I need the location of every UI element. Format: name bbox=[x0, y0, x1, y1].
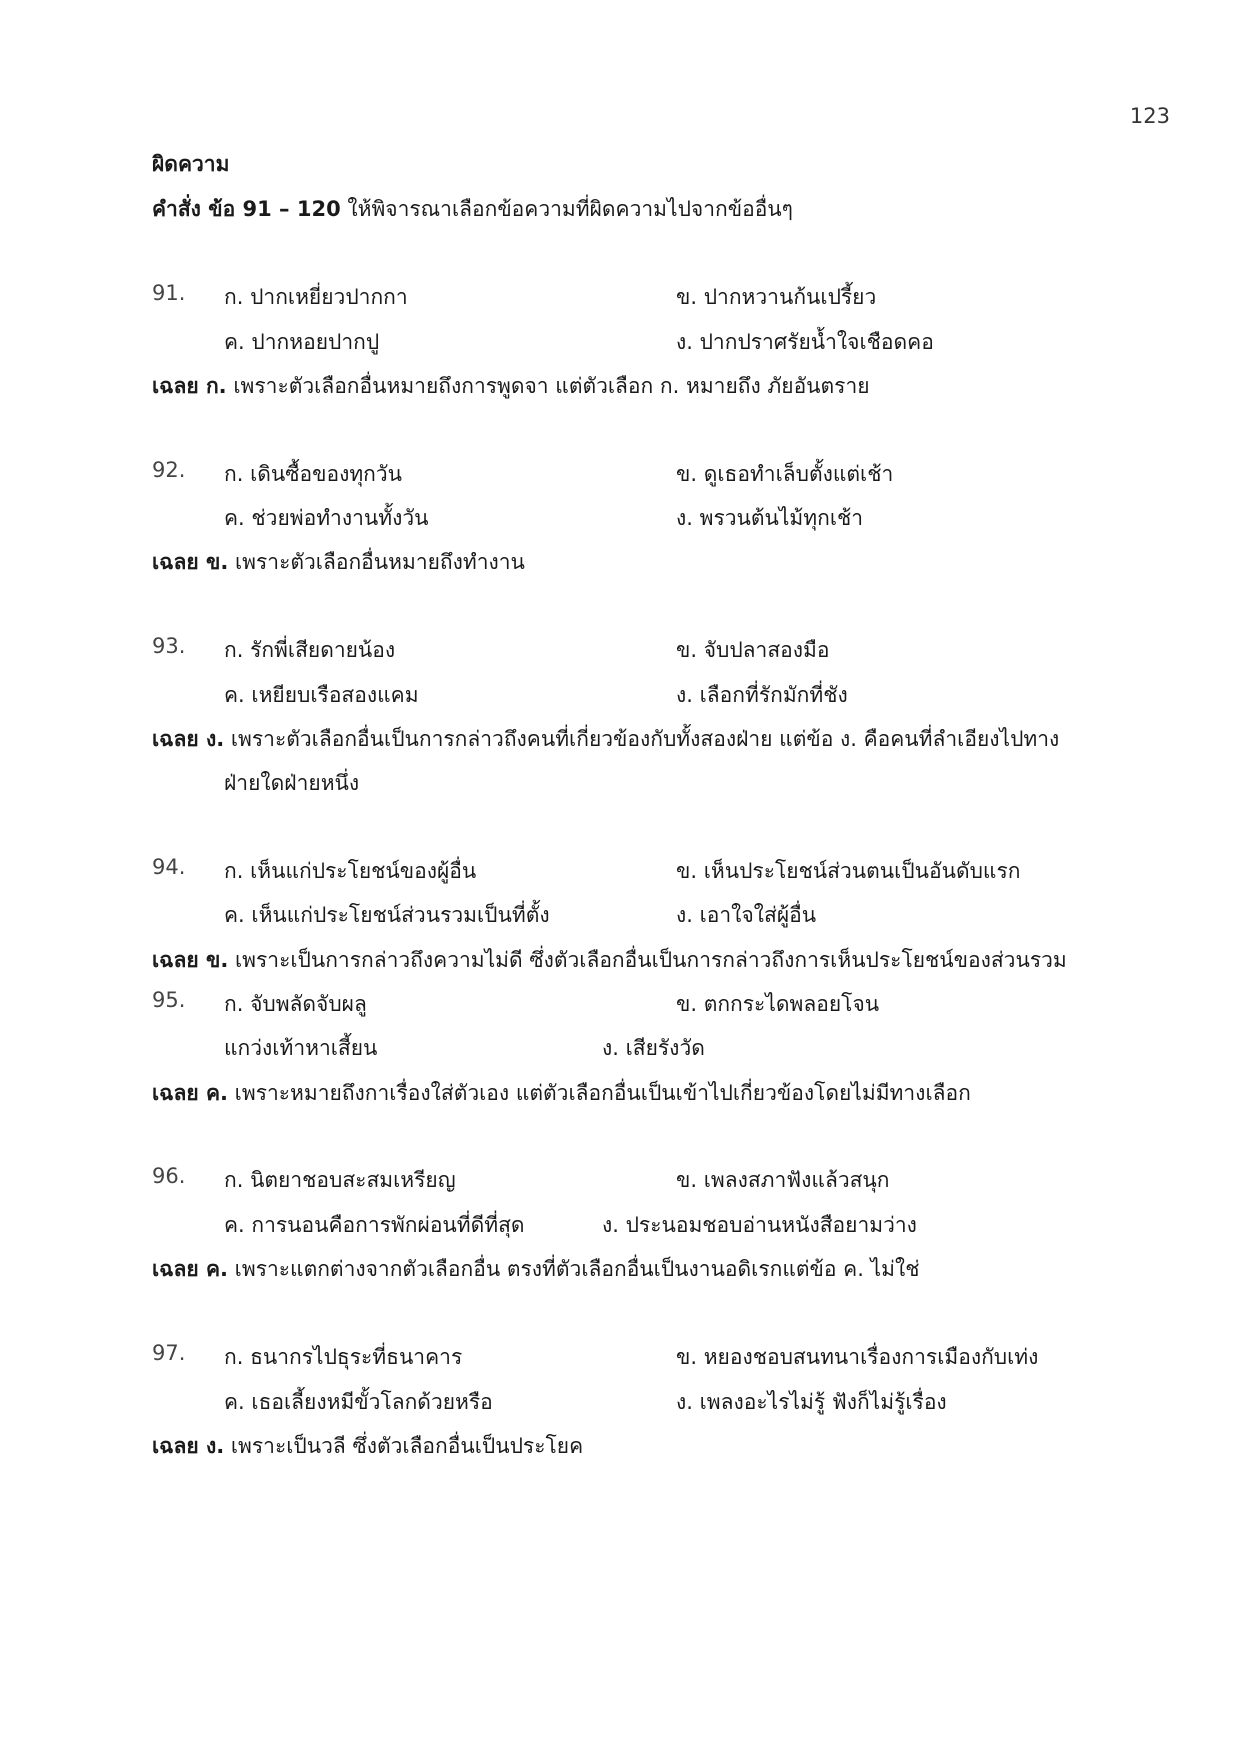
option-a: ก. เห็นแก่ประโยชน์ของผู้อื่น bbox=[224, 859, 477, 883]
option-d: ง. เพลงอะไรไม่รู้ ฟังก็ไม่รู้เรื่อง bbox=[676, 1390, 947, 1414]
answer bbox=[152, 370, 870, 403]
answer bbox=[152, 1077, 971, 1110]
question-number: 91. bbox=[152, 281, 186, 305]
option-c: ค. การนอนคือการพักผ่อนที่ดีที่สุด bbox=[224, 1213, 525, 1237]
option-a: ก. นิตยาชอบสะสมเหรียญ bbox=[224, 1168, 456, 1192]
option-c: ค. ช่วยพ่อทำงานทั้งวัน bbox=[224, 506, 429, 530]
option-d: ง. ปากปราศรัยน้ำใจเชือดคอ bbox=[676, 330, 934, 354]
option-a: ก. ปากเหยี่ยวปากกา bbox=[224, 285, 408, 309]
answer-label: เฉลย ง. bbox=[152, 727, 225, 751]
answer-label: เฉลย ค. bbox=[152, 1257, 228, 1281]
option-d: ง. เอาใจใส่ผู้อื่น bbox=[676, 903, 817, 927]
option-b: ข. ปากหวานก้นเปรี้ยว bbox=[676, 285, 877, 309]
answer-text: เพราะเป็นวลี ซึ่งตัวเลือกอื่นเป็นประโยค bbox=[224, 1434, 584, 1458]
option-d: ง. ประนอมชอบอ่านหนังสือยามว่าง bbox=[602, 1213, 917, 1237]
option-b: ข. จับปลาสองมือ bbox=[676, 638, 830, 662]
option-c: ค. เห็นแก่ประโยชน์ส่วนรวมเป็นที่ตั้ง bbox=[224, 903, 550, 927]
option-c: แกว่งเท้าหาเสี้ยน bbox=[224, 1036, 378, 1060]
option-a: ก. ธนากรไปธุระที่ธนาคาร bbox=[224, 1345, 463, 1369]
answer-label: เฉลย ก. bbox=[152, 374, 227, 398]
question-number: 95. bbox=[152, 988, 186, 1012]
answer-text: เพราะแตกต่างจากตัวเลือกอื่น ตรงที่ตัวเลือกอื่นเป็นงานอดิเรกแต่ข้อ ค. ไม่ใช่ bbox=[228, 1257, 920, 1281]
option-c: ค. เหยียบเรือสองแคม bbox=[224, 683, 419, 707]
option-b: ข. หยองชอบสนทนาเรื่องการเมืองกับเท่ง bbox=[676, 1345, 1039, 1369]
option-d: ง. เลือกที่รักมักที่ชัง bbox=[676, 683, 848, 707]
instruction-text: ให้พิจารณาเลือกข้อความที่ผิดความไปจากข้ออื่นๆ bbox=[340, 197, 793, 221]
answer-text: เพราะตัวเลือกอื่นหมายถึงทำงาน bbox=[228, 550, 525, 574]
answer bbox=[152, 723, 1059, 756]
question-number: 93. bbox=[152, 634, 186, 658]
answer bbox=[152, 1253, 919, 1286]
section-title: ผิดความ bbox=[152, 152, 230, 176]
option-b: ข. เพลงสภาฟังแล้วสนุก bbox=[676, 1168, 890, 1192]
answer-label: เฉลย ค. bbox=[152, 1081, 228, 1105]
question-number: 92. bbox=[152, 458, 186, 482]
answer-text: เพราะตัวเลือกอื่นเป็นการกล่าวถึงคนที่เกี่ยวข้องกับทั้งสองฝ่าย แต่ข้อ ง. คือคนที่ลำเอียงไปทาง bbox=[224, 727, 1060, 751]
option-a: ก. รักพี่เสียดายน้อง bbox=[224, 638, 396, 662]
option-b: ข. ดูเธอทำเล็บตั้งแต่เช้า bbox=[676, 462, 894, 486]
option-a: ก. เดินซื้อของทุกวัน bbox=[224, 462, 403, 486]
answer bbox=[152, 1430, 583, 1463]
answer-continuation: ฝ่ายใดฝ่ายหนึ่ง bbox=[224, 771, 360, 795]
answer bbox=[152, 944, 1067, 977]
option-b: ข. ตกกระไดพลอยโจน bbox=[676, 992, 880, 1016]
option-d: ง. เสียรังวัด bbox=[602, 1036, 705, 1060]
option-a: ก. จับพลัดจับผลู bbox=[224, 992, 367, 1016]
option-c: ค. เธอเลี้ยงหมีขั้วโลกด้วยหรือ bbox=[224, 1390, 493, 1414]
question-number: 96. bbox=[152, 1164, 186, 1188]
answer bbox=[152, 546, 525, 579]
instruction bbox=[152, 193, 793, 226]
question-number: 94. bbox=[152, 855, 186, 879]
answer-label: เฉลย ข. bbox=[152, 948, 229, 972]
answer-label: เฉลย ง. bbox=[152, 1434, 225, 1458]
answer-label: เฉลย ข. bbox=[152, 550, 229, 574]
answer-text: เพราะตัวเลือกอื่นหมายถึงการพูดจา แต่ตัวเลือก ก. หมายถึง ภัยอันตราย bbox=[226, 374, 870, 398]
page-number: 123 bbox=[1129, 104, 1170, 128]
answer-text: เพราะเป็นการกล่าวถึงความไม่ดี ซึ่งตัวเลือกอื่นเป็นการกล่าวถึงการเห็นประโยชน์ของส่วนรวม bbox=[228, 948, 1067, 972]
instruction-label: คำสั่ง ข้อ 91 – 120 bbox=[152, 197, 341, 221]
answer-text: เพราะหมายถึงกาเรื่องใส่ตัวเอง แต่ตัวเลือกอื่นเป็นเข้าไปเกี่ยวข้องโดยไม่มีทางเลือก bbox=[228, 1081, 971, 1105]
option-c: ค. ปากหอยปากปู bbox=[224, 330, 380, 354]
option-b: ข. เห็นประโยชน์ส่วนตนเป็นอันดับแรก bbox=[676, 859, 1021, 883]
option-d: ง. พรวนต้นไม้ทุกเช้า bbox=[676, 506, 864, 530]
question-number: 97. bbox=[152, 1341, 186, 1365]
